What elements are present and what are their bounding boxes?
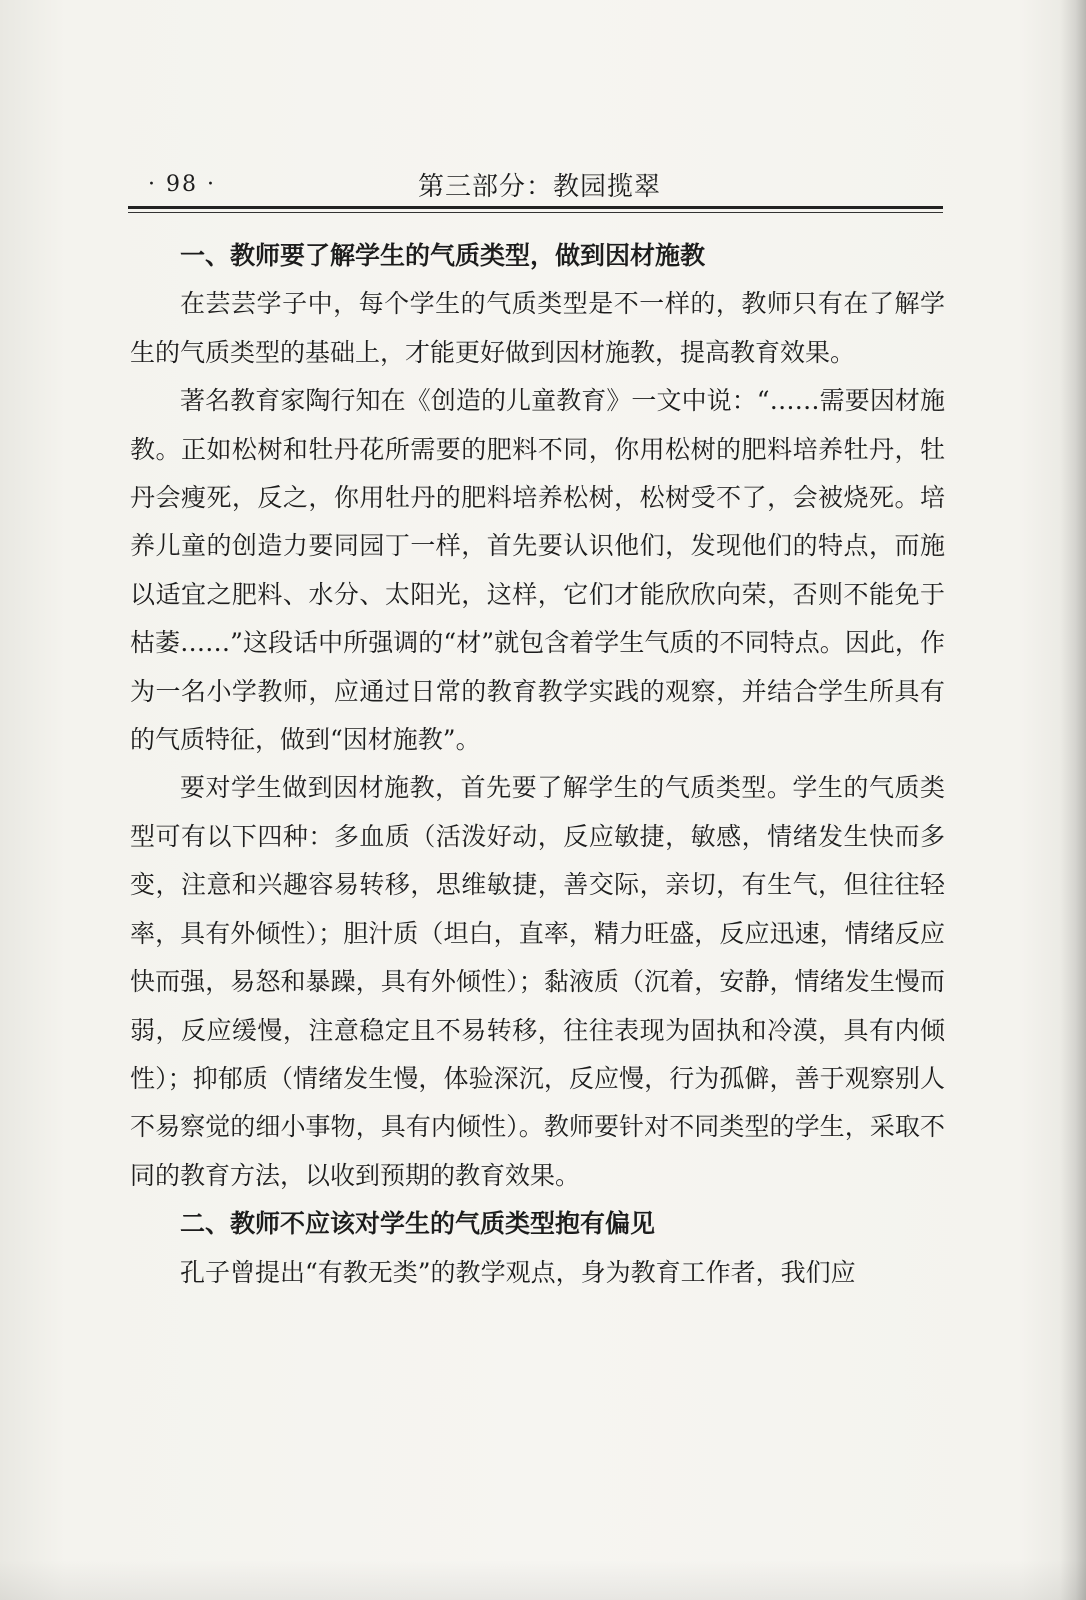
page-bottom-shadow: [0, 1560, 1086, 1600]
paragraph: 在芸芸学子中，每个学生的气质类型是不一样的，教师只有在了解学生的气质类型的基础上，才能更好做到因材施教，提高教育效果。: [130, 289, 945, 367]
paragraph: 著名教育家陶行知在《创造的儿童教育》一文中说：“……需要因材施教。正如松树和牡丹花所需要的肥料不同，你用松树的肥料培养牡丹，牡丹会瘦死，反之，你用牡丹的肥料培养松树，松树受不了，会被烧死。培养儿童的创造力要同园丁一样，首先要认识他们，发现他们的特点，而施以适宜之肥料、水分、太阳光，这样，它们才能欣欣向荣，否则不能免于枯萎……”这段话中所强调的“材”就包含着学生气质的不同特点。因此，作为一名小学教师，应通过日常的教育教学实践的观察，并结合学生所具有的气质特征，做到“因材施教”。: [130, 386, 945, 755]
page-header: [128, 164, 943, 208]
section-heading: 一、教师要了解学生的气质类型，做到因材施教: [180, 241, 706, 270]
running-head: 第三部分：教园揽翠: [418, 172, 662, 202]
page-number: · 98 ·: [148, 172, 216, 197]
page-gutter-shadow: [1060, 0, 1086, 1600]
paragraph: 孔子曾提出“有教无类”的教学观点，身为教育工作者，我们应: [180, 1257, 856, 1287]
header-rule-thin: [128, 212, 943, 213]
header-rule-thick: [128, 206, 943, 209]
section-heading: 二、教师不应该对学生的气质类型抱有偏见: [180, 1209, 656, 1239]
body-text: [130, 232, 945, 1297]
paragraph: 要对学生做到因材施教，首先要了解学生的气质类型。学生的气质类型可有以下四种：多血质（活泼好动，反应敏捷，敏感，情绪发生快而多变，注意和兴趣容易转移，思维敏捷，善交际，亲切，有生气，但往往轻率，具有外倾性）；胆汁质（坦白，直率，精力旺盛，反应迅速，情绪反应快而强，易怒和暴躁，具有外倾性）；黏液质（沉着，安静，情绪发生慢而弱，反应缓慢，注意稳定且不易转移，往往表现为固执和冷漠，具有内倾性）；抑郁质（情绪发生慢，体验深沉，反应慢，行为孤僻，善于观察别人不易察觉的细小事物，具有内倾性）。教师要针对不同类型的学生，采取不同的教育方法，以收到预期的教育效果。: [130, 773, 945, 1190]
